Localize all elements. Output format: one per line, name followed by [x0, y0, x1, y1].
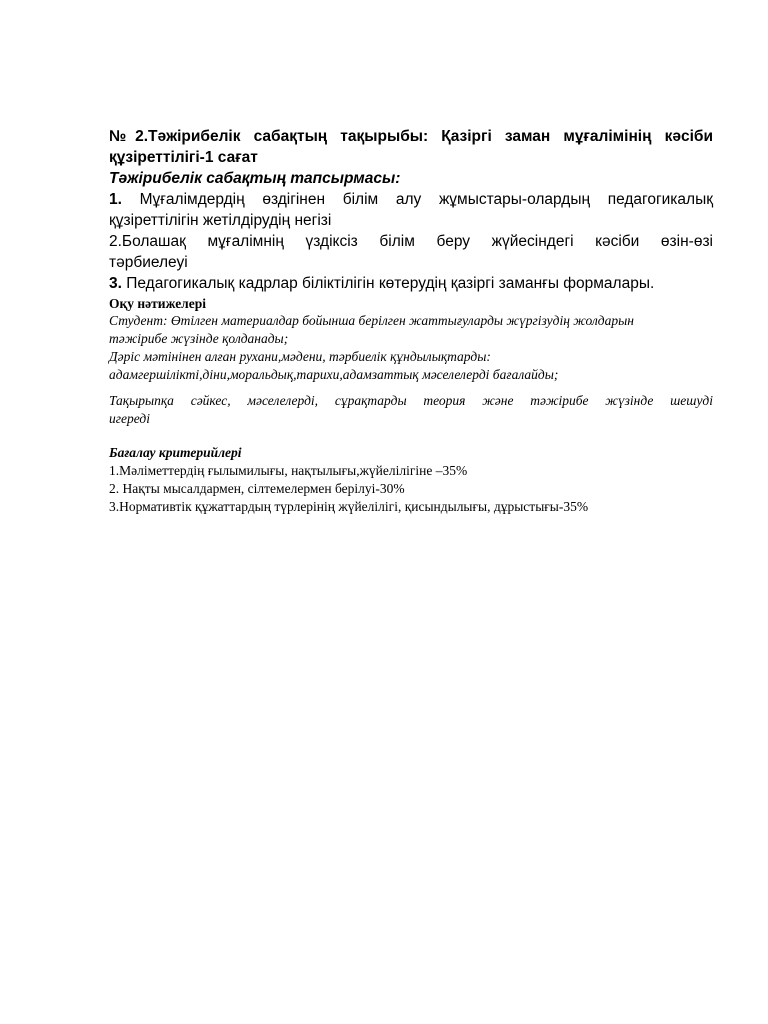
learning-outcome-line: тәжірибе жүзінде қолданады;: [109, 331, 289, 346]
criteria-item: 1.Мәліметтердің ғылымилығы, нақтылығы,жүйелілігіне –35%: [109, 463, 468, 478]
criteria-item: 3.Нормативтік құжаттардың түрлерінің жүйелілігі, қисындылығы, дұрыстығы-35%: [109, 499, 589, 514]
task-item-3-number: 3.: [109, 275, 122, 292]
task-item-3-text: Педагогикалық кадрлар біліктілігін көтерудің қазіргі заманғы формалары.: [121, 275, 655, 292]
topic-paragraph: [109, 392, 713, 428]
lesson-title-line-2: құзіреттілігі-1 сағат: [109, 149, 258, 166]
criteria-item: 2. Нақты мысалдармен, сілтемелермен берілуі-30%: [109, 481, 405, 496]
task-item-2: [109, 231, 713, 273]
learning-outcome-line: Дәріс мәтінінен алған рухани,мәдени, тәрбиелік құндылықтарды:: [109, 349, 491, 364]
lesson-title-line-1: №2.Тәжірибелік сабақтың тақырыбы: Қазіргі заман мұғалімінің кәсіби: [109, 128, 713, 145]
task-item-1-number: 1.: [109, 191, 122, 208]
task-item-3: [109, 273, 713, 294]
spacer: [109, 384, 713, 392]
document-page: [109, 126, 713, 516]
learning-outcome-line: адамгершілікті,діни,моральдық,тарихи,адамзаттық мәселелерді бағалайды;: [109, 367, 559, 382]
topic-paragraph-line-2: игереді: [109, 411, 150, 426]
lesson-title: [109, 126, 713, 168]
task-heading: Тәжірибелік сабақтың тапсырмасы:: [109, 170, 401, 187]
learning-outcomes-heading: Оқу нәтижелері: [109, 296, 207, 311]
task-item-1-line-1: [109, 189, 713, 210]
learning-outcome-line: Студент: Өтілген материалдар бойынша берілген жаттығуларды жүргізудің жолдарын: [109, 313, 634, 328]
task-item-1-text: Мұғалімдердің өздігінен білім алу жұмыстары-олардың педагогикалық: [139, 191, 713, 208]
task-item-2-line-2: тәрбиелеуі: [109, 254, 188, 271]
spacer: [109, 428, 713, 444]
task-item-1: [109, 189, 713, 231]
task-item-2-line-1: 2.Болашақ мұғалімнің үздіксіз білім беру жүйесіндегі кәсіби өзін-өзі: [109, 233, 713, 250]
criteria-heading: Бағалау критерийлері: [109, 445, 242, 460]
task-item-1-line-2: құзіреттілігін жетілдірудің негізі: [109, 212, 332, 229]
topic-paragraph-line-1: Тақырыпқа сәйкес, мәселелерді, сұрақтарды теория және тәжірибе жүзінде шешуді: [109, 393, 713, 408]
